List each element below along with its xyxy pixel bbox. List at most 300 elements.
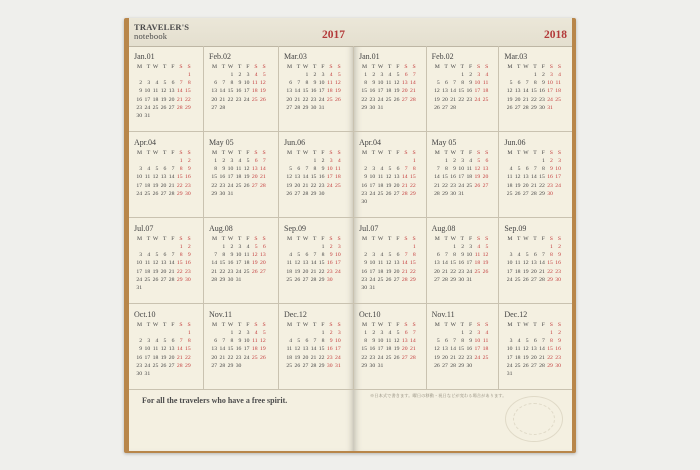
day-number: 18 bbox=[482, 346, 489, 353]
month-cell bbox=[499, 218, 572, 304]
day-number: 11 bbox=[385, 338, 392, 345]
day-number: 21 bbox=[539, 268, 545, 275]
empty-day bbox=[432, 157, 440, 165]
day-number: 22 bbox=[310, 182, 317, 189]
day-number: 10 bbox=[466, 252, 473, 259]
weekday-label: S bbox=[329, 236, 333, 242]
day-number: 22 bbox=[227, 354, 234, 361]
day-number: 6 bbox=[171, 80, 175, 87]
weekday-label: T bbox=[312, 150, 317, 156]
day-number: 22 bbox=[409, 268, 416, 275]
month-name: Mar.03 bbox=[504, 52, 528, 61]
weekday-label: F bbox=[171, 150, 175, 156]
day-number: 9 bbox=[541, 80, 545, 87]
weekday-header bbox=[359, 64, 426, 71]
empty-day bbox=[391, 243, 399, 251]
day-number: 18 bbox=[514, 268, 521, 275]
day-number: 7 bbox=[533, 166, 537, 173]
day-number: 20 bbox=[286, 96, 293, 103]
day-number: 8 bbox=[179, 166, 183, 173]
day-number: 6 bbox=[305, 338, 309, 345]
weekday-label: S bbox=[187, 322, 191, 328]
day-number: 14 bbox=[310, 346, 317, 353]
weekday-label: T bbox=[146, 150, 151, 156]
day-number: 29 bbox=[219, 276, 226, 283]
weekday-label: T bbox=[162, 64, 167, 70]
day-number: 9 bbox=[238, 338, 242, 345]
day-number: 9 bbox=[139, 88, 143, 95]
day-number: 24 bbox=[474, 354, 481, 361]
weekday-label: S bbox=[557, 64, 561, 70]
month-name: Sep.09 bbox=[284, 224, 306, 233]
day-number: 16 bbox=[555, 346, 561, 353]
day-number: 5 bbox=[525, 338, 529, 345]
weekday-label: S bbox=[254, 64, 258, 70]
weekday-label: W bbox=[227, 236, 234, 242]
day-number: 30 bbox=[136, 371, 143, 378]
month-cell bbox=[499, 304, 572, 390]
day-number: 20 bbox=[482, 174, 489, 181]
day-number: 11 bbox=[144, 260, 151, 267]
day-number: 14 bbox=[176, 346, 183, 353]
day-number: 1 bbox=[541, 158, 545, 164]
weekday-label: T bbox=[460, 64, 465, 70]
day-number: 20 bbox=[168, 354, 175, 361]
day-number: 23 bbox=[369, 354, 376, 361]
day-number: 18 bbox=[474, 260, 481, 267]
month-cell bbox=[499, 132, 572, 218]
day-number: 10 bbox=[227, 166, 234, 173]
month-name: Jan.01 bbox=[359, 52, 380, 61]
weekday-label: S bbox=[179, 64, 183, 70]
day-number: 12 bbox=[334, 80, 341, 87]
day-number: 1 bbox=[461, 72, 465, 78]
empty-day bbox=[300, 157, 308, 165]
day-number: 30 bbox=[361, 285, 368, 292]
weekday-label: S bbox=[477, 150, 481, 156]
day-number: 19 bbox=[334, 88, 341, 95]
day-number: 17 bbox=[377, 88, 384, 95]
day-number: 18 bbox=[326, 88, 333, 95]
day-number: 12 bbox=[286, 174, 293, 181]
day-number: 27 bbox=[168, 362, 175, 369]
day-number: 18 bbox=[251, 346, 258, 353]
day-number: 12 bbox=[385, 260, 392, 267]
left-page-2017 bbox=[129, 18, 354, 451]
day-number: 6 bbox=[485, 158, 489, 164]
day-number: 7 bbox=[453, 338, 456, 345]
day-number: 19 bbox=[434, 354, 440, 361]
calendar-grid-2018 bbox=[354, 46, 572, 390]
day-number: 28 bbox=[176, 362, 183, 369]
day-grid bbox=[134, 243, 203, 292]
day-number: 16 bbox=[184, 174, 191, 181]
weekday-label: T bbox=[517, 150, 521, 156]
day-number: 25 bbox=[377, 190, 384, 197]
month-name: Jul.07 bbox=[134, 224, 154, 233]
day-number: 21 bbox=[294, 96, 301, 103]
day-number: 2 bbox=[558, 330, 561, 336]
day-number: 20 bbox=[168, 96, 175, 103]
day-number: 16 bbox=[547, 174, 553, 181]
weekday-label: S bbox=[549, 64, 553, 70]
weekday-label: T bbox=[533, 150, 537, 156]
day-number: 25 bbox=[334, 182, 341, 189]
day-number: 19 bbox=[294, 354, 301, 361]
day-number: 8 bbox=[321, 252, 325, 259]
day-number: 10 bbox=[547, 80, 553, 87]
day-number: 23 bbox=[136, 362, 143, 369]
day-grid bbox=[359, 71, 426, 112]
day-number: 27 bbox=[294, 190, 301, 197]
weekday-label: M bbox=[507, 236, 513, 242]
day-number: 12 bbox=[294, 260, 301, 267]
weekday-label: T bbox=[221, 322, 226, 328]
weekday-label: S bbox=[404, 64, 408, 70]
weekday-label: W bbox=[523, 236, 529, 242]
day-number: 11 bbox=[243, 252, 250, 259]
weekday-header bbox=[209, 64, 278, 71]
month-cell bbox=[427, 304, 500, 390]
day-number: 17 bbox=[144, 96, 151, 103]
empty-day bbox=[432, 329, 440, 337]
day-number: 1 bbox=[305, 72, 309, 78]
weekday-label: W bbox=[377, 236, 384, 242]
day-number: 10 bbox=[136, 174, 143, 181]
day-number: 17 bbox=[235, 260, 242, 267]
day-number: 11 bbox=[252, 338, 258, 345]
day-number: 27 bbox=[259, 268, 266, 275]
day-number: 10 bbox=[506, 260, 513, 267]
empty-day bbox=[383, 243, 391, 251]
day-number: 14 bbox=[442, 260, 448, 267]
weekday-label: S bbox=[254, 236, 258, 242]
day-number: 4 bbox=[238, 158, 242, 164]
empty-day bbox=[529, 243, 537, 251]
day-number: 14 bbox=[401, 174, 408, 181]
day-number: 31 bbox=[506, 371, 513, 378]
day-number: 22 bbox=[302, 96, 309, 103]
day-number: 1 bbox=[222, 244, 226, 250]
day-number: 17 bbox=[369, 182, 376, 189]
day-number: 4 bbox=[509, 166, 513, 173]
day-number: 10 bbox=[144, 346, 151, 353]
day-grid bbox=[504, 329, 572, 378]
weekday-label: M bbox=[212, 150, 218, 156]
day-number: 8 bbox=[533, 80, 537, 87]
day-number: 28 bbox=[401, 190, 408, 197]
month-name: Feb.02 bbox=[431, 52, 454, 61]
day-number: 23 bbox=[458, 268, 465, 275]
day-number: 12 bbox=[243, 166, 250, 173]
month-name: Jun.06 bbox=[284, 138, 306, 147]
day-number: 4 bbox=[246, 244, 250, 250]
day-number: 5 bbox=[396, 72, 400, 78]
weekday-label: S bbox=[337, 150, 341, 156]
day-number: 13 bbox=[514, 88, 521, 95]
day-number: 25 bbox=[251, 354, 258, 361]
weekday-label: S bbox=[477, 64, 481, 70]
day-number: 3 bbox=[509, 338, 513, 345]
weekday-label: W bbox=[302, 150, 309, 156]
day-number: 5 bbox=[289, 166, 293, 173]
day-number: 4 bbox=[517, 252, 521, 259]
day-number: 10 bbox=[136, 260, 143, 267]
month-cell bbox=[204, 46, 279, 132]
day-number: 3 bbox=[230, 158, 234, 164]
day-number: 25 bbox=[243, 268, 250, 275]
empty-day bbox=[308, 329, 316, 337]
day-number: 6 bbox=[214, 338, 218, 345]
weekday-label: W bbox=[450, 322, 456, 328]
weekday-label: S bbox=[485, 322, 489, 328]
day-grid bbox=[134, 157, 203, 198]
weekday-label: T bbox=[296, 150, 301, 156]
weekday-label: W bbox=[302, 236, 309, 242]
brand-logo bbox=[134, 23, 189, 41]
day-number: 22 bbox=[361, 354, 368, 361]
weekday-label: M bbox=[507, 150, 513, 156]
weekday-label: T bbox=[460, 150, 465, 156]
empty-day bbox=[300, 243, 308, 251]
day-number: 3 bbox=[246, 330, 250, 336]
day-number: 12 bbox=[482, 252, 489, 259]
day-number: 2 bbox=[329, 330, 333, 336]
day-number: 2 bbox=[372, 330, 376, 336]
day-number: 29 bbox=[361, 362, 368, 369]
empty-day bbox=[150, 157, 158, 165]
day-number: 25 bbox=[152, 104, 159, 111]
day-number: 1 bbox=[364, 330, 368, 336]
weekday-label: W bbox=[450, 150, 456, 156]
weekday-header bbox=[284, 236, 353, 243]
day-number: 27 bbox=[286, 104, 293, 111]
day-number: 16 bbox=[466, 88, 473, 95]
day-number: 28 bbox=[259, 182, 266, 189]
day-number: 23 bbox=[450, 182, 456, 189]
empty-day bbox=[158, 243, 166, 251]
day-number: 7 bbox=[179, 338, 183, 345]
day-number: 6 bbox=[254, 158, 258, 164]
day-number: 15 bbox=[458, 346, 465, 353]
day-number: 24 bbox=[377, 354, 384, 361]
weekday-label: F bbox=[321, 236, 325, 242]
empty-day bbox=[448, 329, 456, 337]
weekday-label: M bbox=[137, 64, 143, 70]
day-number: 29 bbox=[531, 104, 537, 111]
day-number: 23 bbox=[136, 104, 143, 111]
day-number: 17 bbox=[136, 268, 143, 275]
day-number: 19 bbox=[393, 346, 400, 353]
weekday-label: S bbox=[404, 150, 408, 156]
day-number: 27 bbox=[482, 182, 489, 189]
day-number: 3 bbox=[329, 158, 333, 164]
month-cell bbox=[279, 218, 354, 304]
empty-day bbox=[134, 243, 142, 251]
day-number: 2 bbox=[230, 244, 234, 250]
weekday-header bbox=[359, 150, 426, 157]
day-number: 16 bbox=[326, 260, 333, 267]
day-number: 22 bbox=[539, 182, 545, 189]
day-number: 19 bbox=[474, 174, 481, 181]
day-number: 14 bbox=[168, 260, 175, 267]
day-number: 9 bbox=[329, 338, 333, 345]
empty-day bbox=[134, 329, 142, 337]
day-number: 23 bbox=[227, 268, 234, 275]
weekday-label: T bbox=[237, 150, 242, 156]
day-number: 25 bbox=[482, 96, 489, 103]
day-number: 15 bbox=[176, 174, 183, 181]
empty-day bbox=[529, 329, 537, 337]
month-cell bbox=[427, 132, 500, 218]
day-number: 25 bbox=[286, 276, 293, 283]
weekday-label: M bbox=[137, 322, 143, 328]
weekday-label: F bbox=[396, 322, 400, 328]
day-number: 21 bbox=[442, 268, 448, 275]
day-number: 25 bbox=[514, 276, 521, 283]
empty-day bbox=[308, 243, 316, 251]
day-number: 12 bbox=[160, 346, 167, 353]
day-number: 24 bbox=[243, 96, 250, 103]
month-cell bbox=[499, 46, 572, 132]
day-number: 17 bbox=[466, 260, 473, 267]
month-cell bbox=[129, 46, 204, 132]
day-number: 6 bbox=[517, 80, 521, 87]
day-number: 10 bbox=[326, 166, 333, 173]
weekday-label: S bbox=[329, 64, 333, 70]
weekday-label: S bbox=[412, 64, 416, 70]
weekday-label: W bbox=[227, 64, 234, 70]
day-number: 5 bbox=[337, 72, 341, 78]
day-number: 5 bbox=[485, 244, 489, 250]
weekday-label: W bbox=[227, 150, 234, 156]
day-number: 8 bbox=[179, 252, 183, 259]
empty-day bbox=[142, 71, 150, 79]
day-number: 15 bbox=[227, 346, 234, 353]
month-name: Nov.11 bbox=[209, 310, 232, 319]
day-number: 11 bbox=[252, 80, 258, 87]
day-number: 22 bbox=[176, 268, 183, 275]
weekday-label: F bbox=[396, 236, 400, 242]
day-number: 7 bbox=[404, 252, 408, 259]
weekday-label: T bbox=[296, 236, 301, 242]
footer-note: ※日本式で書きます。曜日の移動・祝日などが変わる場合があります。 bbox=[370, 393, 507, 398]
day-number: 19 bbox=[482, 260, 489, 267]
day-number: 28 bbox=[401, 276, 408, 283]
weekday-label: T bbox=[146, 322, 151, 328]
month-name: Apr.04 bbox=[134, 138, 156, 147]
weekday-label: S bbox=[485, 64, 489, 70]
weekday-header bbox=[134, 322, 203, 329]
day-number: 23 bbox=[539, 96, 545, 103]
empty-day bbox=[529, 157, 537, 165]
day-number: 5 bbox=[163, 80, 167, 87]
day-number: 23 bbox=[326, 354, 333, 361]
day-number: 7 bbox=[222, 338, 226, 345]
day-number: 16 bbox=[450, 174, 456, 181]
day-number: 17 bbox=[369, 268, 376, 275]
day-number: 10 bbox=[318, 80, 325, 87]
day-number: 23 bbox=[219, 182, 226, 189]
day-number: 14 bbox=[211, 260, 218, 267]
day-number: 23 bbox=[466, 354, 473, 361]
day-number: 6 bbox=[171, 338, 175, 345]
day-number: 5 bbox=[388, 252, 392, 259]
weekday-label: T bbox=[444, 64, 448, 70]
day-number: 23 bbox=[184, 182, 191, 189]
day-number: 11 bbox=[474, 252, 481, 259]
day-number: 28 bbox=[531, 190, 537, 197]
day-grid bbox=[504, 71, 572, 112]
empty-day bbox=[375, 157, 383, 165]
empty-day bbox=[359, 157, 367, 165]
day-number: 12 bbox=[522, 260, 529, 267]
day-number: 20 bbox=[259, 260, 266, 267]
day-number: 19 bbox=[294, 268, 301, 275]
weekday-label: M bbox=[287, 236, 293, 242]
day-number: 14 bbox=[259, 166, 266, 173]
day-number: 30 bbox=[318, 190, 325, 197]
day-number: 13 bbox=[211, 88, 218, 95]
day-number: 17 bbox=[377, 346, 384, 353]
day-number: 20 bbox=[514, 96, 521, 103]
day-number: 19 bbox=[259, 346, 266, 353]
day-number: 8 bbox=[461, 338, 465, 345]
weekday-label: S bbox=[549, 150, 553, 156]
weekday-header bbox=[284, 150, 353, 157]
weekday-label: F bbox=[246, 64, 250, 70]
day-number: 28 bbox=[302, 190, 309, 197]
day-number: 24 bbox=[326, 182, 333, 189]
weekday-label: T bbox=[387, 322, 392, 328]
day-number: 28 bbox=[310, 362, 317, 369]
day-number: 26 bbox=[152, 190, 159, 197]
weekday-label: S bbox=[404, 236, 408, 242]
day-number: 30 bbox=[310, 104, 317, 111]
empty-day bbox=[217, 71, 225, 79]
day-number: 11 bbox=[377, 260, 384, 267]
day-number: 2 bbox=[238, 72, 242, 78]
day-number: 31 bbox=[144, 371, 151, 378]
day-number: 29 bbox=[227, 362, 234, 369]
day-number: 7 bbox=[214, 252, 218, 259]
day-grid bbox=[284, 243, 353, 284]
day-number: 26 bbox=[385, 190, 392, 197]
day-number: 30 bbox=[458, 276, 465, 283]
day-number: 21 bbox=[310, 354, 317, 361]
day-number: 26 bbox=[259, 354, 266, 361]
month-name: May 05 bbox=[431, 138, 457, 147]
weekday-label: T bbox=[162, 322, 167, 328]
day-number: 23 bbox=[555, 354, 561, 361]
weekday-label: W bbox=[227, 322, 234, 328]
day-number: 10 bbox=[334, 338, 341, 345]
day-number: 30 bbox=[361, 199, 368, 206]
empty-day bbox=[521, 329, 529, 337]
day-number: 11 bbox=[144, 174, 151, 181]
day-number: 16 bbox=[539, 88, 545, 95]
month-name: Jul.07 bbox=[359, 224, 379, 233]
day-number: 28 bbox=[522, 104, 529, 111]
weekday-label: T bbox=[237, 236, 242, 242]
day-number: 20 bbox=[442, 96, 448, 103]
weekday-header bbox=[284, 322, 353, 329]
day-number: 22 bbox=[211, 182, 218, 189]
day-number: 18 bbox=[514, 354, 521, 361]
day-number: 29 bbox=[458, 362, 465, 369]
day-number: 11 bbox=[152, 88, 159, 95]
empty-day bbox=[391, 157, 399, 165]
